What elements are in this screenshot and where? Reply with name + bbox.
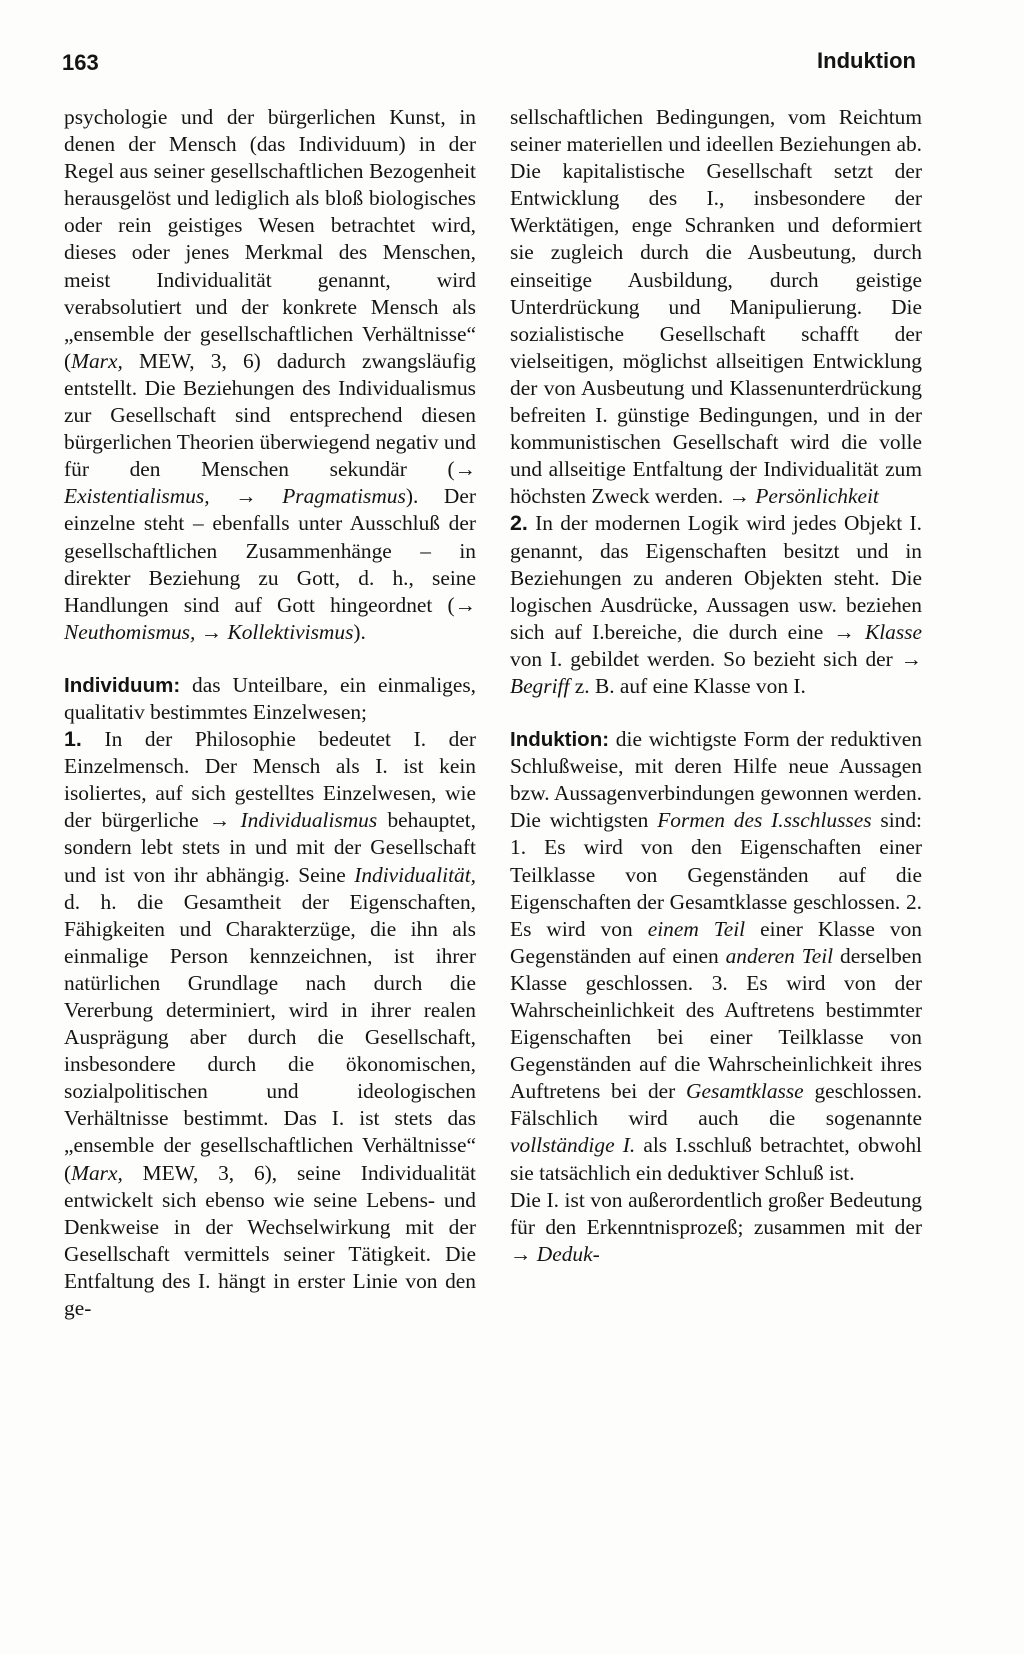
- page-number: 163: [62, 50, 99, 75]
- sense-number: 2.: [510, 511, 528, 536]
- left-column: [64, 104, 476, 1322]
- cross-reference[interactable]: Deduk-: [536, 1241, 600, 1266]
- individualismus-continuation: psychologie und der bürgerlichen Kunst, in denen der Mensch (das Individuum) in der Regel aus seiner gesellschaftlichen Bezogenheit herausgelöst und lediglich als bloß biologisches oder rein geistiges Wesen betrachtet wird, dieses oder jenes Merkmal des Menschen, meist Individualität genannt, wird verabsolutiert und der konkrete Mensch als „ensemble der gesellschaftlichen Verhältnisse“ (Marx, MEW, 3, 6) dadurch zwangsläufig entstellt. Die Beziehungen des Individualismus zur Gesellschaft sind entsprechend diesen bürgerlichen Theorien überwiegend negativ und für den Menschen sekundär (→ Existentialismus, → Pragmatismus). Der einzelne steht – ebenfalls unter Ausschluß der gesellschaftlichen Zusammenhänge – in direkter Beziehung zu Gott, d. h., seine Handlungen sind auf Gott hingeordnet (→ Neuthomismus, → Kollektivismus).: [64, 105, 476, 644]
- cross-reference-arrow: →: [200, 619, 223, 644]
- cross-reference[interactable]: Begriff: [510, 673, 570, 698]
- cross-reference[interactable]: Persönlichkeit: [755, 484, 879, 509]
- cross-reference-arrow: →: [454, 457, 476, 482]
- cross-reference-arrow: →: [728, 484, 750, 509]
- entry-individuum-sense-2: 2. In der modernen Logik wird jedes Objekt I. genannt, das Eigenschaften besitzt und in Beziehungen zu anderen Objekten steht. Die logischen Ausdrücke, Aussagen usw. beziehen sich auf I.bereiche, die durch eine → Klasse von I. gebildet werden. So bezieht sich der → Begriff z. B. auf eine Klasse von I.: [510, 511, 922, 698]
- entry-individuum-sense-1: 1. In der Philosophie bedeutet I. der Einzelmensch. Der Mensch als I. ist kein isoliertes, auf sich gestelltes Einzelwesen, wie der bürgerliche → Individualismus behauptet, sondern lebt stets in und mit der Gesellschaft und ist von ihr abhängig. Seine Individualität, d. h. die Gesamtheit der Eigenschaften, Fähigkeiten und Charakterzüge, die ihn als einmalige Person kennzeichnen, ist ihrer natürlichen Grundlage nach durch die Vererbung determiniert, wird in ihrer realen Ausprägung aber durch die Gesellschaft, insbesondere durch die ökonomischen, sozialpolitischen und ideologischen Verhältnisse bestimmt. Das I. ist stets das „ensemble der gesellschaftlichen Verhältnisse“ (Marx, MEW, 3, 6), seine Individualität entwickelt sich ebenso wie seine Lebens- und Denkweise in der Wechselwirkung mit der Gesellschaft vermittels seiner Tätigkeit. Die Entfaltung des I. hängt in erster Linie von den ge-: [64, 727, 476, 1321]
- entry-induktion: Induktion: die wichtigste Form der reduktiven Schlußweise, mit deren Hilfe neue Aussagen bzw. Aussagenverbindungen gewonnen werden. Die wichtigsten Formen des I.sschlusses sind: 1. Es wird von den Eigenschaften einer Teilklasse von Gegenständen auf die Eigenschaften der Gesamtklasse geschlossen. 2. Es wird von einem Teil einer Klasse von Gegenständen auf einen anderen Teil derselben Klasse geschlossen. 3. Es wird von der Wahrscheinlichkeit des Auftretens bestimmter Eigenschaften bei einer Teilklasse von Gegenständen auf die Wahrscheinlichkeit ihres Auftretens bei der Gesamtklasse geschlossen. Fälschlich wird auch die sogenannte vollständige I. als I.sschluß betrachtet, obwohl sie tatsächlich ein deduktiver Schluß ist.: [510, 727, 923, 1185]
- cross-reference[interactable]: Pragmatismus: [282, 484, 406, 509]
- cross-reference-arrow: →: [235, 484, 257, 509]
- cross-reference-arrow: →: [833, 619, 855, 644]
- entry-induktion-paragraph-2: Die I. ist von außerordentlich großer Bedeutung für den Erkenntnisprozeß; zusammen mit der → Deduk-: [510, 1187, 922, 1266]
- entry-spacer: [64, 646, 476, 672]
- cross-reference-arrow: →: [454, 592, 476, 617]
- running-head: Induktion: [817, 48, 916, 73]
- cross-reference-arrow: →: [208, 808, 231, 833]
- cross-reference[interactable]: Kollektivismus: [227, 619, 354, 644]
- entry-individuum: Individuum: das Unteilbare, ein einmaliges, qualitativ bestimmtes Einzelwesen;: [64, 672, 476, 724]
- right-column: [510, 104, 922, 1268]
- entry-spacer: [510, 700, 922, 726]
- headword: Individuum:: [64, 673, 181, 697]
- cross-reference[interactable]: Individualismus: [240, 808, 378, 833]
- individuum-continuation: sellschaftlichen Bedingungen, vom Reichtum seiner materiellen und ideellen Beziehungen ab. Die kapitalistische Gesellschaft setzt der Entwicklung des I., insbesondere der Werktätigen, enge Schranken und deformiert sie zugleich durch die Ausbeutung, durch einseitige Ausbildung, durch geistige Unterdrückung und Manipulierung. Die sozialistische Gesellschaft schafft der vielseitigen, möglichst allseitigen Entwicklung der von Ausbeutung und Klassenunterdrückung befreiten I. günstige Bedingungen, und in der kommunistischen Gesellschaft wird die volle und allseitige Entfaltung der Individualität zum höchsten Zweck werden. → Persönlichkeit: [510, 105, 922, 509]
- cross-reference-arrow: →: [510, 1241, 532, 1266]
- sense-number: 1.: [64, 727, 82, 752]
- cross-reference-arrow: →: [900, 646, 922, 671]
- cross-reference[interactable]: Klasse: [864, 619, 922, 644]
- cross-reference[interactable]: Neuthomismus,: [64, 619, 196, 644]
- headword: Induktion:: [510, 728, 610, 752]
- cross-reference[interactable]: Existentialismus,: [64, 484, 210, 509]
